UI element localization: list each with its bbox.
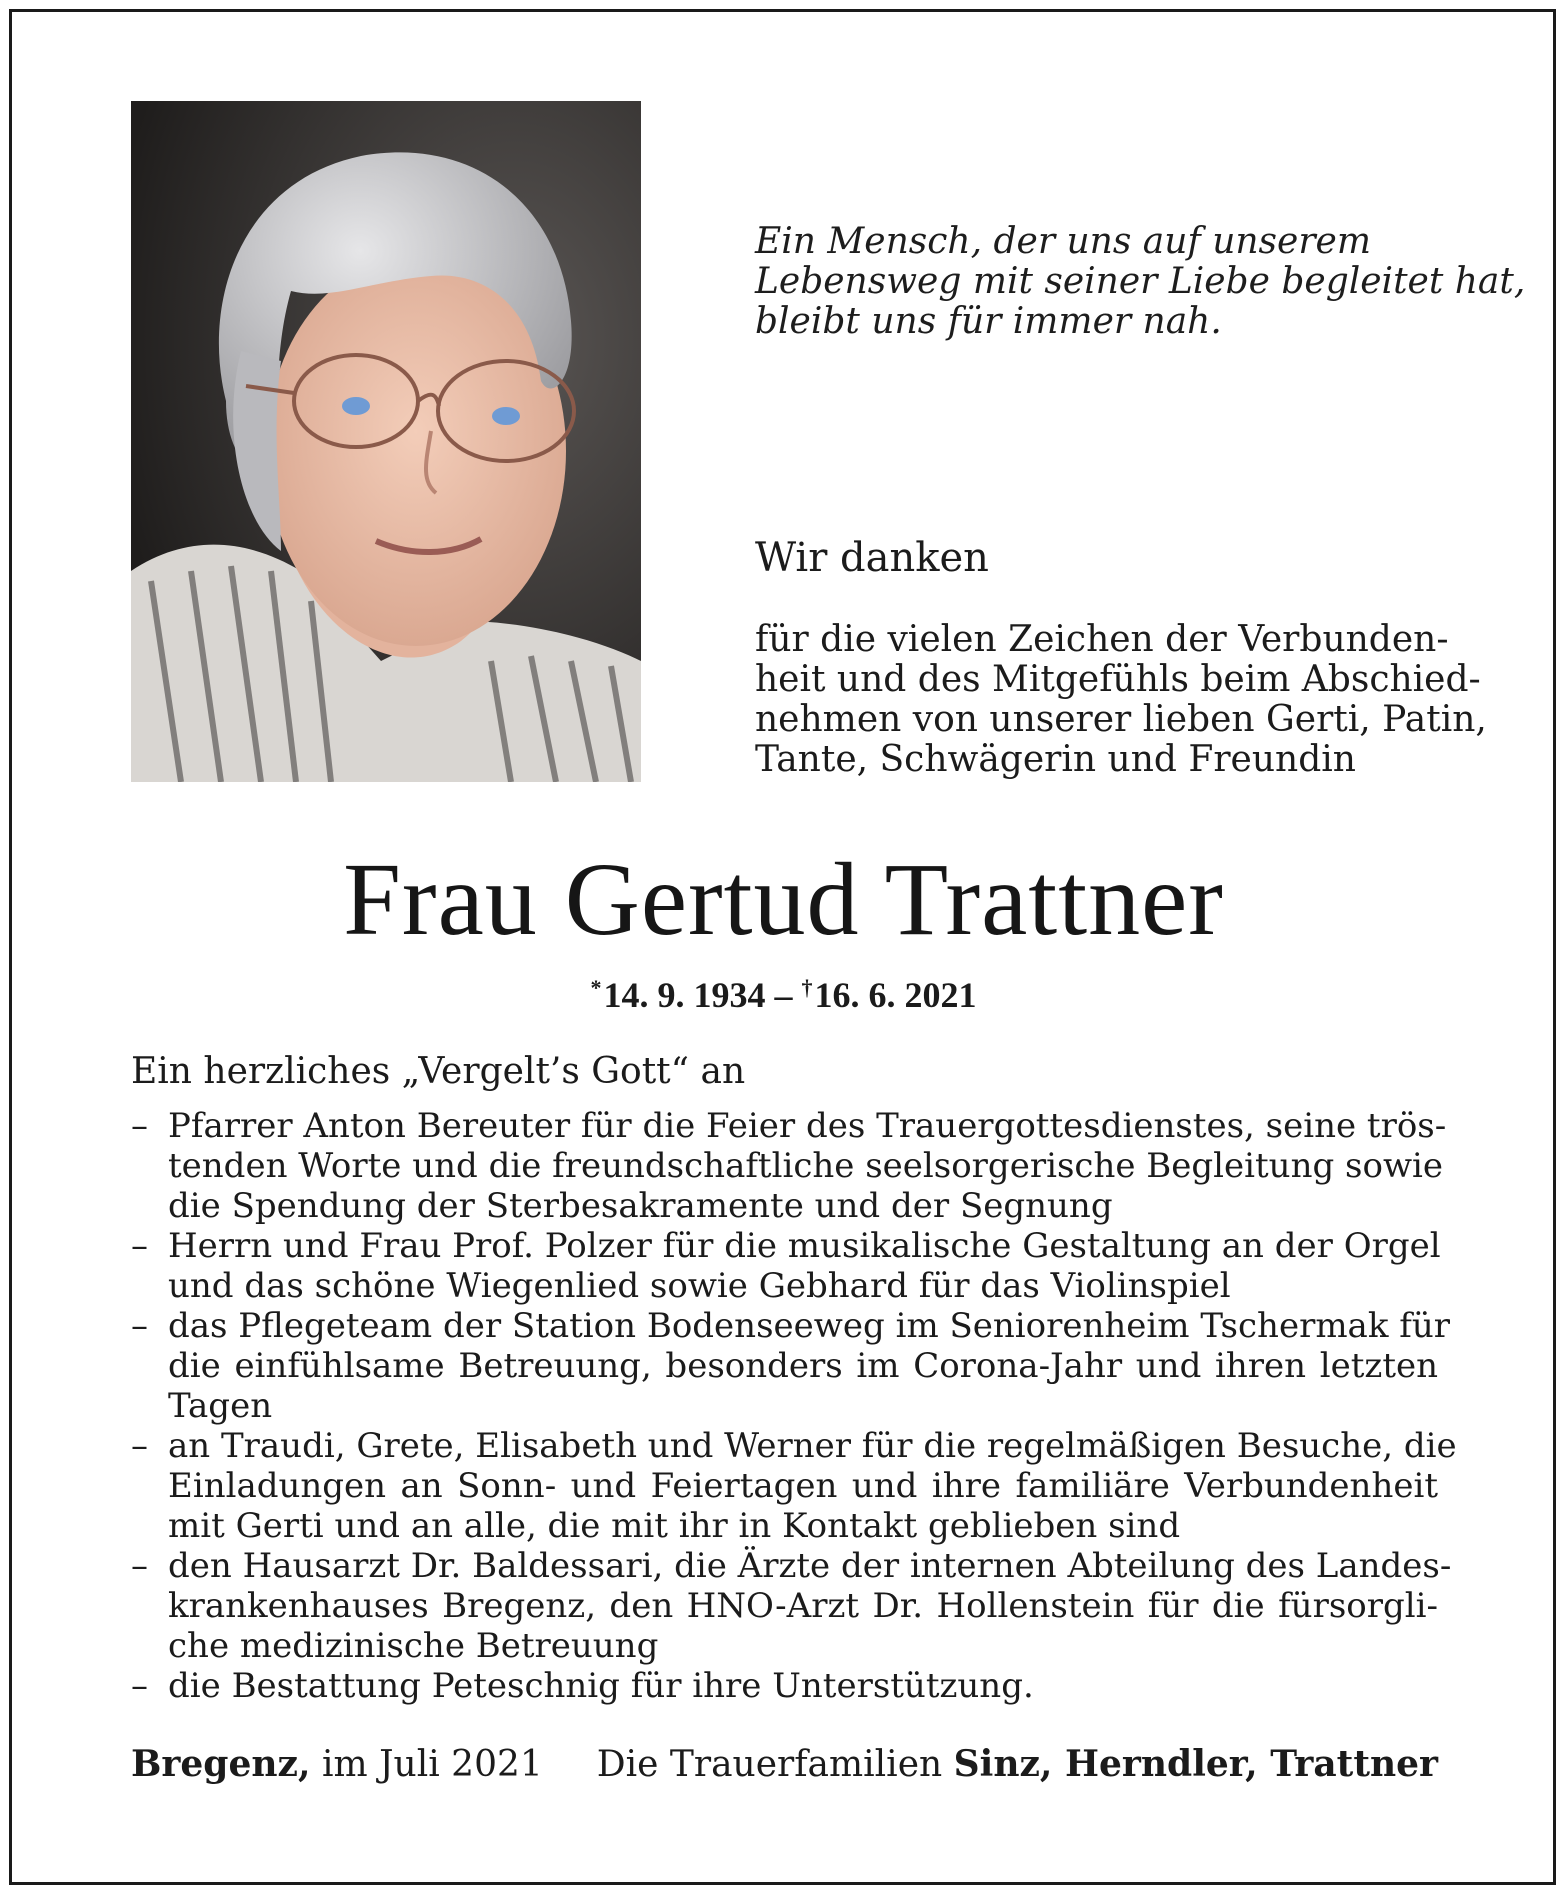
acknowledgement-line: an Traudi, Grete, Elisabeth und Werner für die regelmäßigen Besuche, die [168, 1426, 1457, 1466]
acknowledgement-line: das Pflegeteam der Station Bodenseeweg im Seniorenheim Tschermak für [168, 1306, 1450, 1346]
families-names: Sinz, Herndler, Trattner [953, 1743, 1438, 1785]
acknowledgement-line: die einfühlsame Betreuung, besonders im Corona-Jahr und ihren letzten [168, 1346, 1438, 1386]
acknowledgement-intro: Ein herzliches „Vergelt’s Gott“ an [131, 1051, 746, 1092]
acknowledgement-list [131, 1106, 1457, 1706]
portrait-photo [131, 101, 641, 782]
acknowledgement-line: die Bestattung Peteschnig für ihre Unterstützung. [168, 1666, 1034, 1706]
quote-line: Ein Mensch, der uns auf unserem [755, 221, 1371, 262]
acknowledgement-item [131, 1546, 1452, 1666]
acknowledgement-line: mit Gerti und an alle, die mit ihr in Kontakt geblieben sind [168, 1506, 1181, 1546]
quote-line: Lebensweg mit seiner Liebe begleitet hat, [755, 261, 1526, 302]
acknowledgement-item [131, 1666, 1438, 1706]
death-date: 16. 6. 2021 [814, 975, 977, 1015]
thanks-line: nehmen von unserer lieben Gerti, Patin, [755, 699, 1487, 740]
thanks-heading: Wir danken [755, 535, 989, 581]
death-symbol: † [801, 975, 813, 1000]
memorial-quote [755, 221, 1526, 342]
place: Bregenz, [131, 1743, 311, 1785]
quote-line: bleibt uns für immer nah. [755, 301, 1222, 342]
thanks-line: heit und des Mitgefühls beim Abschied- [755, 659, 1481, 700]
acknowledgement-line: den Hausarzt Dr. Baldessari, die Ärzte der internen Abteilung des Landes- [168, 1546, 1452, 1586]
list-dash: – [131, 1546, 148, 1586]
acknowledgement-line: Herrn und Frau Prof. Polzer für die musikalische Gestaltung an der Orgel [168, 1226, 1441, 1266]
deceased-name: Frau Gertud Trattner [343, 842, 1224, 957]
acknowledgement-line: die Spendung der Sterbesakramente und der Segnung [168, 1186, 1113, 1226]
portrait-image [131, 101, 641, 782]
birth-symbol: * [590, 975, 602, 1000]
acknowledgement-item [131, 1226, 1441, 1306]
acknowledgement-line: che medizinische Betreuung [168, 1626, 659, 1666]
acknowledgement-line: krankenhauses Bregenz, den HNO-Arzt Dr. Hollenstein für die fürsorgli- [168, 1586, 1438, 1626]
life-dates [0, 966, 1567, 1017]
acknowledgement-line: tenden Worte und die freundschaftliche seelsorgerische Begleitung sowie [168, 1146, 1444, 1186]
acknowledgement-line: und das schöne Wiegenlied sowie Gebhard für das Violinspiel [168, 1266, 1231, 1306]
date: im Juli 2021 [321, 1744, 543, 1785]
acknowledgement-item [131, 1106, 1447, 1226]
acknowledgement-line: Pfarrer Anton Bereuter für die Feier des Trauergottesdienstes, seine trös- [168, 1106, 1447, 1146]
list-dash: – [131, 1106, 148, 1146]
acknowledgement-line: Einladungen an Sonn- und Feiertagen und ihre familiäre Verbundenheit [168, 1466, 1438, 1506]
mourning-families [597, 1742, 1438, 1787]
thanks-line: für die vielen Zeichen der Verbunden- [755, 619, 1449, 660]
acknowledgement-line: Tagen [168, 1386, 273, 1426]
list-dash: – [131, 1666, 148, 1706]
acknowledgement-item [131, 1426, 1457, 1546]
birth-date: 14. 9. 1934 [603, 975, 766, 1015]
acknowledgement-item [131, 1306, 1450, 1426]
list-dash: – [131, 1426, 148, 1466]
list-dash: – [131, 1306, 148, 1346]
thanks-paragraph [755, 619, 1487, 780]
place-date [131, 1742, 543, 1787]
thanks-line: Tante, Schwägerin und Freundin [755, 739, 1356, 780]
date-separator: – [765, 975, 802, 1015]
families-prefix: Die Trauerfamilien [596, 1744, 943, 1785]
list-dash: – [131, 1226, 148, 1266]
